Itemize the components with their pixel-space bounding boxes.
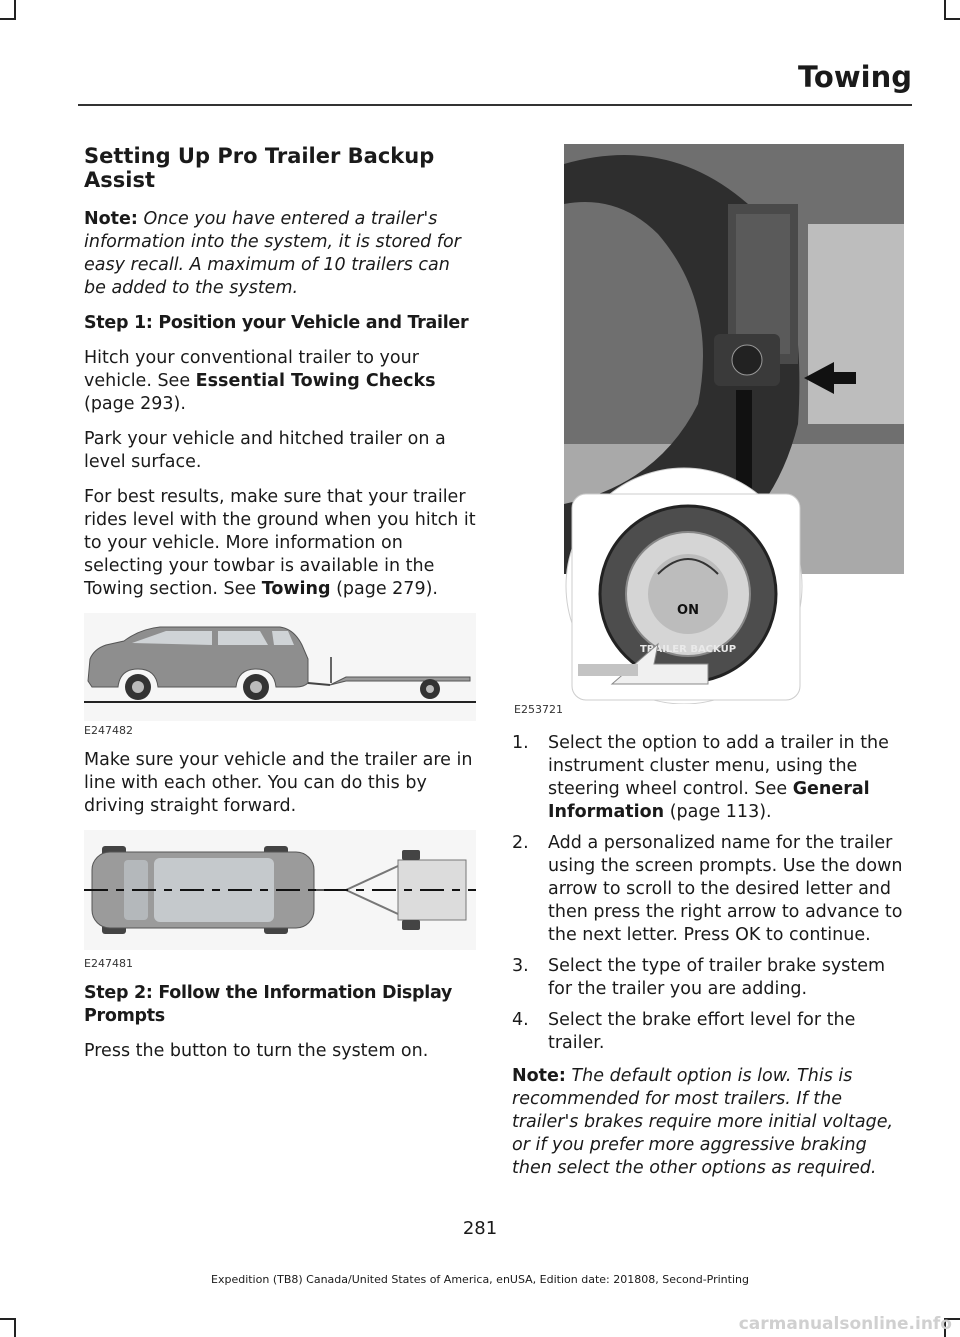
hitch-paragraph [84,347,476,416]
note-label: Note: [512,1066,566,1086]
figure-knob-location [508,144,912,716]
page-header-title: Towing [798,60,912,94]
press-paragraph: Press the button to turn the system on. [84,1041,429,1061]
note [84,208,476,300]
figure-vehicle-trailer-side [84,613,476,737]
left-column [84,144,476,1075]
step-number: 4. [512,1010,529,1030]
list-item [512,732,912,824]
inline-paragraph: Make sure your vehicle and the trailer are in line with each other. You can do this by driving straight forward. [84,750,473,816]
crop-mark [14,0,16,20]
note-text: Once you have entered a trailer's information into the system, it is stored for easy recall. A maximum of 10 trailers can be added to the system. [84,209,461,298]
dashboard-knob-illustration [508,144,904,704]
vehicle-trailer-top-illustration [84,830,476,950]
park-paragraph: Park your vehicle and hitched trailer on a level surface. [84,429,446,472]
best-results-page-ref: (page 279). [330,579,438,599]
page-number: 281 [462,1218,498,1239]
step-text: Select the type of trailer brake system for the trailer you are adding. [548,956,886,999]
note-text: The default option is low. This is recommended for most trailers. If the trailer's brakes require more initial voltage, or if you prefer more aggressive braking then select the other options as required. [512,1066,894,1178]
step-text: Add a personalized name for the trailer using the screen prompts. Use the down arrow to scroll to the desired letter and then press the right arrow to advance to the next letter. Press OK to continue. [548,833,903,945]
hitch-text: Hitch your conventional trailer to your vehicle. See [84,348,419,391]
edition-footer: Expedition (TB8) Canada/United States of America, enUSA, Edition date: 201808, Second-Printing [211,1273,749,1286]
general-information-link[interactable]: General Information [548,779,870,822]
best-results-text: For best results, make sure that your trailer rides level with the ground when you hitch it to your vehicle. More information on selecting your towbar is available in the Towing section. See [84,487,476,599]
figure-id: E253721 [514,703,563,716]
figure-id: E247482 [84,724,133,737]
crop-mark [946,18,960,20]
note-label: Note: [84,209,138,229]
setup-steps-list [512,732,912,1055]
note [512,1065,912,1180]
header-rule [78,104,912,106]
step-text: Select the option to add a trailer in the instrument cluster menu, using the steering wheel control. See [548,733,889,799]
step-number: 3. [512,956,529,976]
step-page-ref: (page 113). [664,802,772,822]
towing-link[interactable]: Towing [261,579,331,599]
vehicle-trailer-side-illustration [84,613,476,721]
list-item [512,832,912,947]
best-results-paragraph [84,486,476,601]
figure-id: E247481 [84,957,133,970]
list-item [512,1009,912,1055]
knob-on-label: ON [677,603,699,618]
right-column [512,144,912,1192]
crop-mark [0,18,14,20]
step-text: Select the brake effort level for the trailer. [548,1010,856,1053]
crop-mark [944,0,946,20]
figure-vehicle-trailer-top [84,830,476,970]
step-number: 1. [512,733,529,753]
knob-ring-label: TRAILER BACKUP [639,644,737,655]
section-title: Setting Up Pro Trailer Backup Assist [84,144,435,192]
crop-mark [14,1318,16,1337]
watermark: carmanualsonline.info [738,1314,952,1334]
step1-heading: Step 1: Position your Vehicle and Trailer [84,313,469,333]
step2-heading: Step 2: Follow the Information Display Prompts [84,983,453,1026]
step-number: 2. [512,833,529,853]
crop-mark [0,1318,14,1320]
list-item [512,955,912,1001]
essential-towing-checks-link[interactable]: Essential Towing Checks [195,371,436,391]
hitch-page-ref: (page 293). [84,394,186,414]
